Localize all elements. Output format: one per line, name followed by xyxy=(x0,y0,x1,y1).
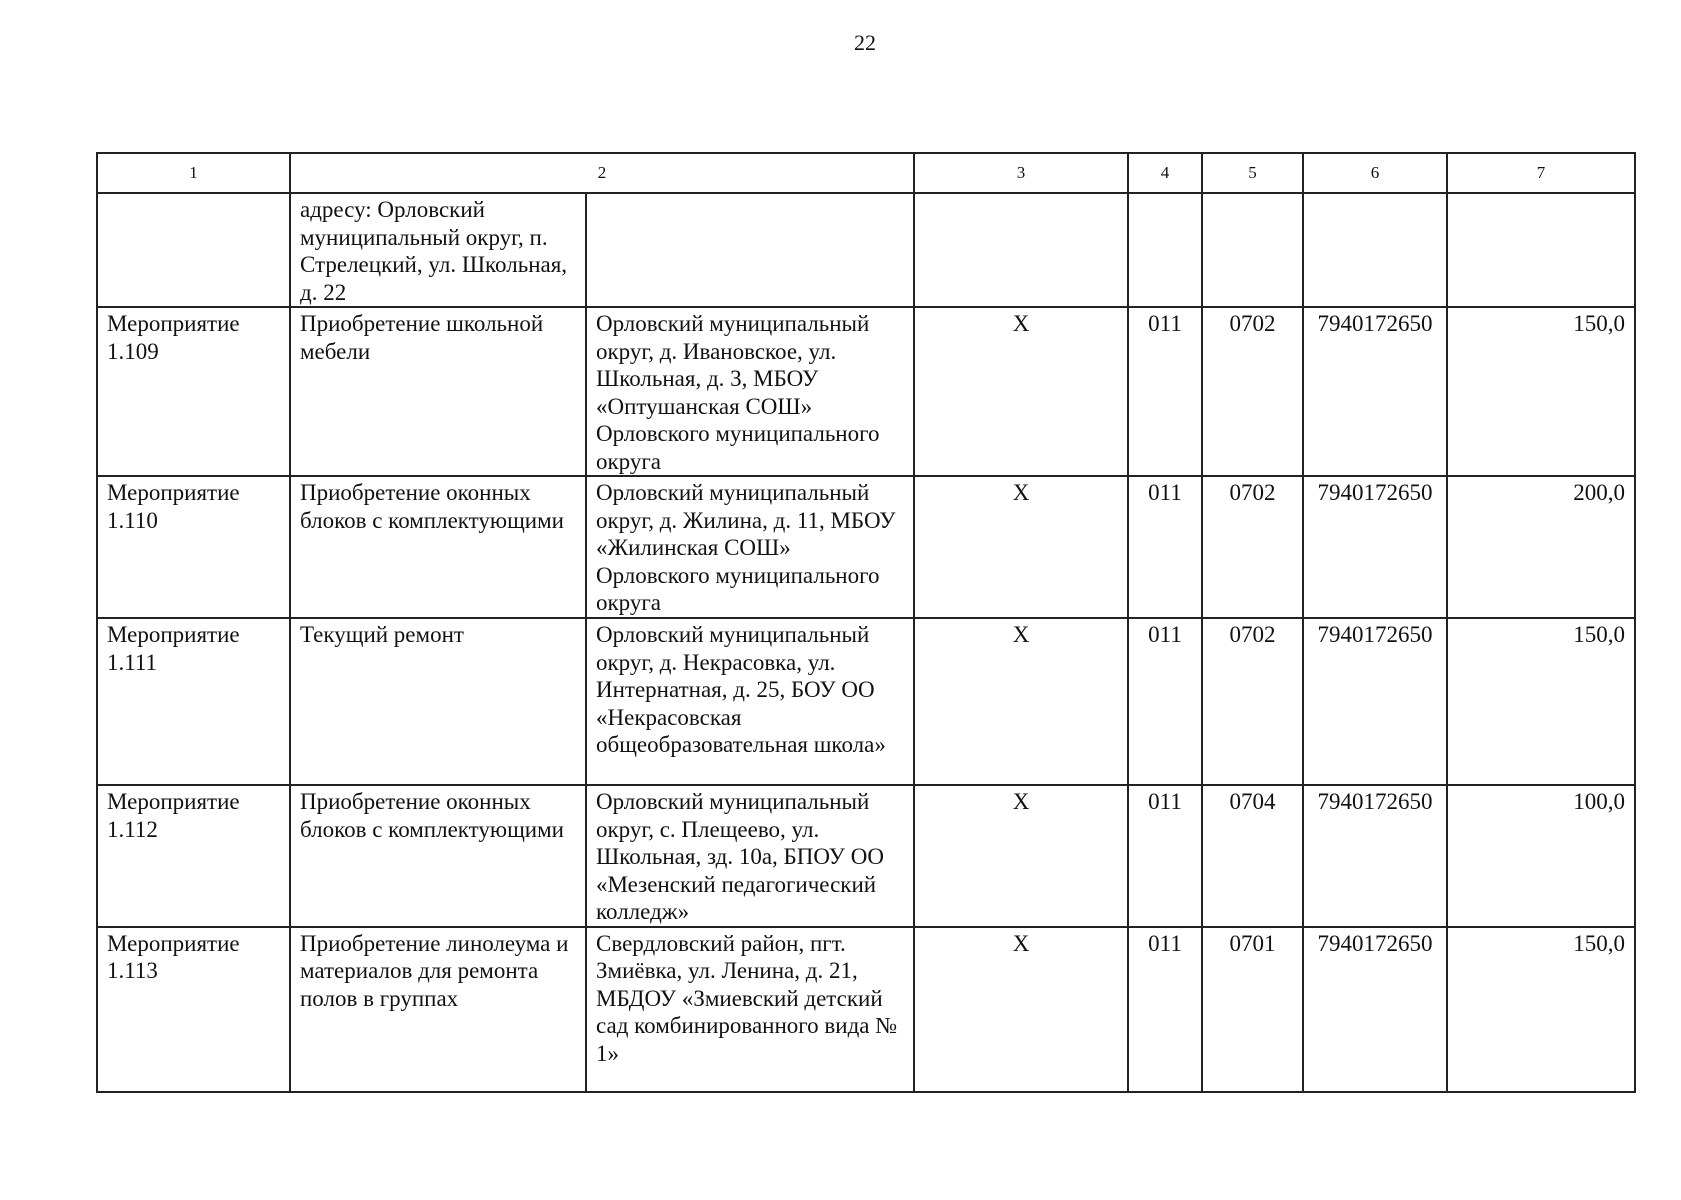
address-cell: Орловский муниципальный округ, с. Плещеево, ул. Школьная, зд. 10а, БПОУ ОО «Мезенский педагогический колледж» xyxy=(586,785,914,927)
column-number: 5 xyxy=(1202,153,1303,193)
col5-cell: 0702 xyxy=(1202,476,1303,618)
name-cell: Приобретение оконных блоков с комплектующими xyxy=(290,785,586,927)
col3-cell: X xyxy=(914,618,1128,785)
table-row xyxy=(97,476,1635,618)
budget-table xyxy=(96,152,1636,1093)
amount-cell: 150,0 xyxy=(1447,927,1635,1092)
col5-cell: 0702 xyxy=(1202,618,1303,785)
col4-cell: 011 xyxy=(1128,927,1202,1092)
amount-cell: 100,0 xyxy=(1447,785,1635,927)
empty-cell xyxy=(1202,193,1303,307)
event-cell: Мероприятие 1.112 xyxy=(97,785,290,927)
column-number: 2 xyxy=(290,153,914,193)
name-cell: Приобретение школьной мебели xyxy=(290,307,586,476)
event-cell: Мероприятие 1.113 xyxy=(97,927,290,1092)
address-cell: Орловский муниципальный округ, д. Некрасовка, ул. Интернатная, д. 25, БОУ ОО «Некрасовская общеобразовательная школа» xyxy=(586,618,914,785)
empty-cell xyxy=(1447,193,1635,307)
event-cell: Мероприятие 1.111 xyxy=(97,618,290,785)
empty-cell xyxy=(586,193,914,307)
col6-cell: 7940172650 xyxy=(1303,476,1447,618)
name-cell: Приобретение оконных блоков с комплектующими xyxy=(290,476,586,618)
col4-cell: 011 xyxy=(1128,476,1202,618)
table-row xyxy=(97,927,1635,1092)
column-number: 4 xyxy=(1128,153,1202,193)
column-number: 7 xyxy=(1447,153,1635,193)
name-cell: Приобретение линолеума и материалов для ремонта полов в группах xyxy=(290,927,586,1092)
event-cell: Мероприятие 1.110 xyxy=(97,476,290,618)
empty-cell xyxy=(1128,193,1202,307)
table-row xyxy=(97,785,1635,927)
col3-cell: X xyxy=(914,927,1128,1092)
column-number-row xyxy=(97,153,1635,193)
address-cell: адресу: Орловский муниципальный округ, п. Стрелецкий, ул. Школьная, д. 22 xyxy=(290,193,586,307)
event-cell xyxy=(97,193,290,307)
col4-cell: 011 xyxy=(1128,618,1202,785)
col5-cell: 0702 xyxy=(1202,307,1303,476)
event-cell: Мероприятие 1.109 xyxy=(97,307,290,476)
col3-cell: X xyxy=(914,785,1128,927)
col4-cell: 011 xyxy=(1128,785,1202,927)
col5-cell: 0704 xyxy=(1202,785,1303,927)
amount-cell: 150,0 xyxy=(1447,307,1635,476)
address-cell: Орловский муниципальный округ, д. Ивановское, ул. Школьная, д. 3, МБОУ «Оптушанская СОШ» Орловского муниципального округа xyxy=(586,307,914,476)
col6-cell: 7940172650 xyxy=(1303,785,1447,927)
name-cell: Текущий ремонт xyxy=(290,618,586,785)
col3-cell: X xyxy=(914,307,1128,476)
address-cell: Свердловский район, пгт. Змиёвка, ул. Ленина, д. 21, МБДОУ «Змиевский детский сад комбинированного вида № 1» xyxy=(586,927,914,1092)
col6-cell: 7940172650 xyxy=(1303,927,1447,1092)
amount-cell: 200,0 xyxy=(1447,476,1635,618)
continuation-row xyxy=(97,193,1635,307)
column-number: 3 xyxy=(914,153,1128,193)
page-number: 22 xyxy=(854,30,876,55)
empty-cell xyxy=(914,193,1128,307)
col6-cell: 7940172650 xyxy=(1303,307,1447,476)
amount-cell: 150,0 xyxy=(1447,618,1635,785)
col4-cell: 011 xyxy=(1128,307,1202,476)
table-row xyxy=(97,618,1635,785)
column-number: 6 xyxy=(1303,153,1447,193)
col5-cell: 0701 xyxy=(1202,927,1303,1092)
col6-cell: 7940172650 xyxy=(1303,618,1447,785)
empty-cell xyxy=(1303,193,1447,307)
col3-cell: X xyxy=(914,476,1128,618)
column-number: 1 xyxy=(97,153,290,193)
address-cell: Орловский муниципальный округ, д. Жилина, д. 11, МБОУ «Жилинская СОШ» Орловского муниципального округа xyxy=(586,476,914,618)
table-row xyxy=(97,307,1635,476)
